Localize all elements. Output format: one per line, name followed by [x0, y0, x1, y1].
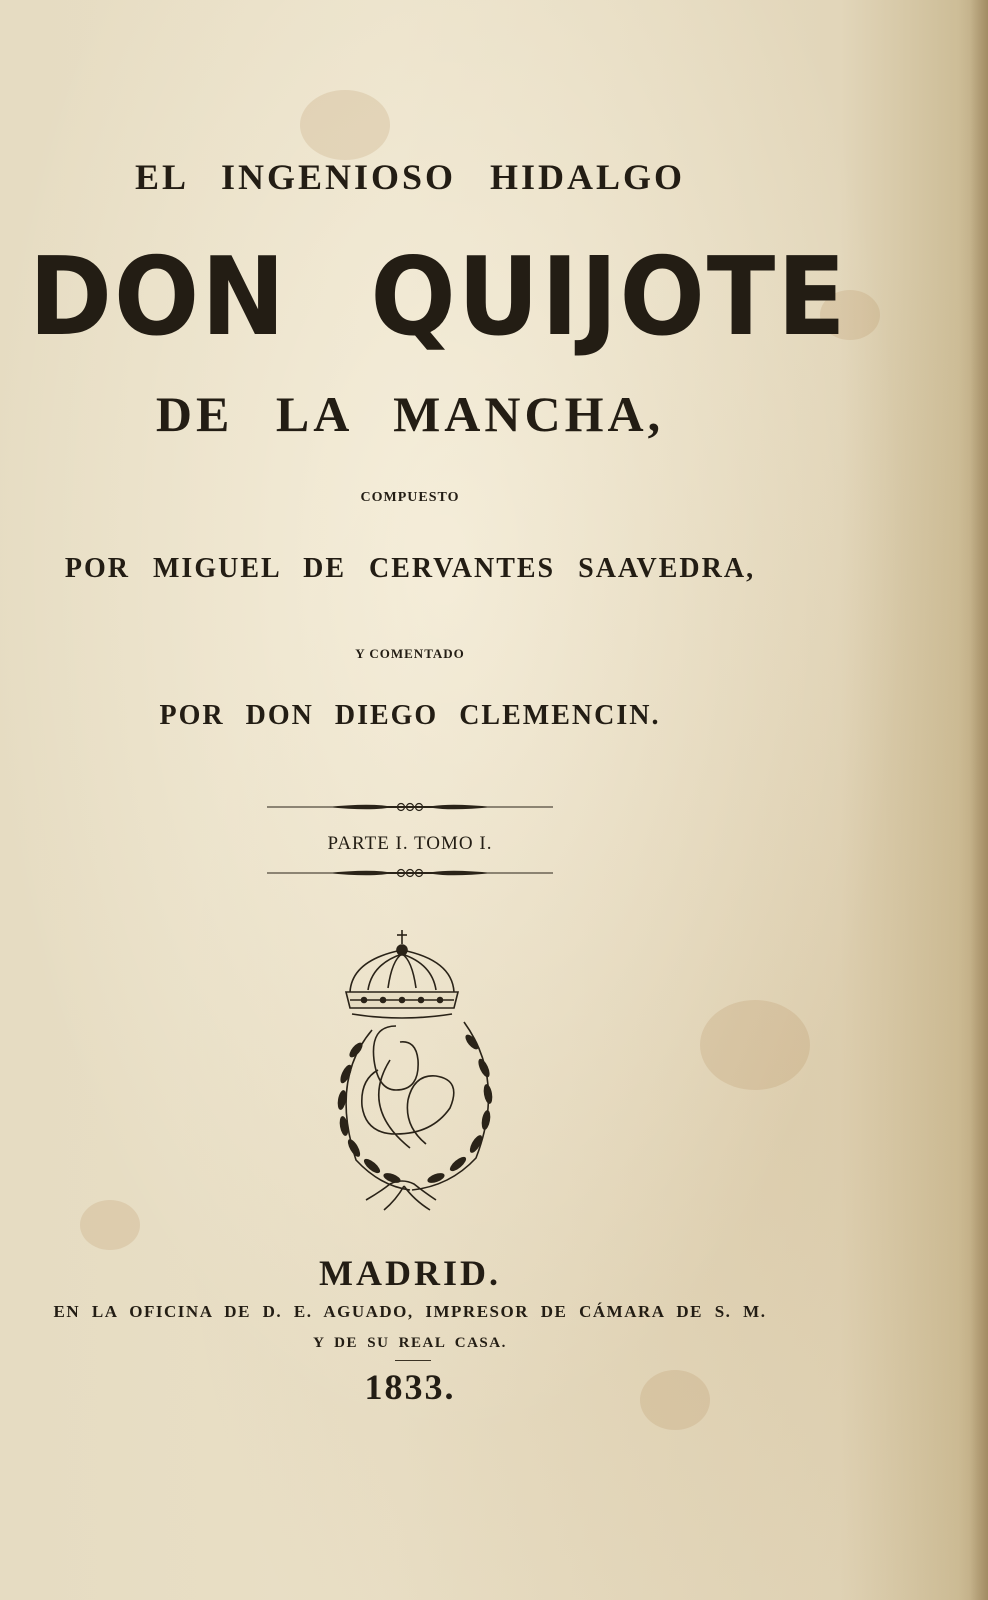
paper-stain — [80, 1200, 140, 1250]
part-volume: PARTE I. TOMO I. — [327, 833, 493, 854]
paper-stain — [700, 1000, 810, 1090]
paper-stain — [300, 90, 390, 160]
page-edge-shadow — [970, 0, 988, 1600]
compuesto-label: COMPUESTO — [360, 490, 460, 505]
comentado-label: Y COMENTADO — [355, 646, 465, 661]
author-line: POR MIGUEL DE CERVANTES SAAVEDRA, — [64, 553, 756, 584]
place-of-publication: MADRID. — [319, 1253, 501, 1293]
ornamental-rule-bottom — [267, 866, 553, 880]
short-divider — [395, 1360, 431, 1361]
main-title: DON QUIJOTE — [28, 235, 848, 360]
commentator-line: POR DON DIEGO CLEMENCIN. — [159, 700, 661, 731]
printer-line: EN LA OFICINA DE D. E. AGUADO, IMPRESOR DE CÁMARA DE S. M. — [53, 1302, 767, 1321]
title-line-3: DE LA MANCHA, — [155, 386, 665, 442]
ornamental-rule-top — [267, 800, 553, 814]
title-line-1: EL INGENIOSO HIDALGO — [134, 157, 686, 197]
publication-year: 1833. — [364, 1367, 456, 1407]
royal-crown-monogram-wreath-icon — [300, 930, 520, 1220]
printer-line-continued: Y DE SU REAL CASA. — [313, 1335, 507, 1351]
